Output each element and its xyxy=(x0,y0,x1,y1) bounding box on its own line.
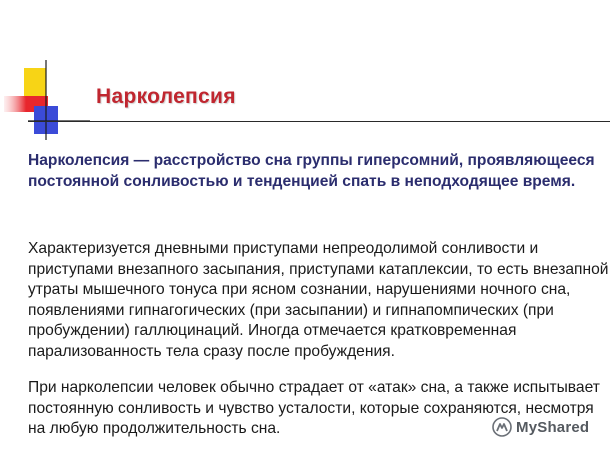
decorative-logo-icon xyxy=(0,60,90,140)
body-paragraph-symptoms: Характеризуется дневными приступами непреодолимой сонливости и приступами внезапного засыпания, приступами катаплексии, то есть внезапной утраты мышечного тонуса при ясном сознании, нарушениями ночного сна, появлениями гипнагогических (при засыпании) и гипнапомпических (при пробуждении) галлюцинаций. Иногда отмечается кратковременная парализованность тела сразу после пробуждения. xyxy=(28,240,609,360)
myshared-logo-icon xyxy=(492,417,512,437)
watermark xyxy=(488,416,593,438)
watermark-text: MyShared xyxy=(516,418,590,436)
body-paragraph-attacks: При нарколепсии человек обычно страдает от «атак» сна, а также испытывает постоянную сонливость и чувство усталости, которые сохраняются, несмотря на любую продолжительность сна. xyxy=(28,379,600,437)
slide-title: Нарколепсия xyxy=(96,85,236,108)
definition-text: Нарколепсия — расстройство сна группы гиперсомний, проявляющееся постоянной сонливостью и тенденцией спать в неподходящее время. xyxy=(28,152,595,190)
title-divider xyxy=(28,121,610,122)
